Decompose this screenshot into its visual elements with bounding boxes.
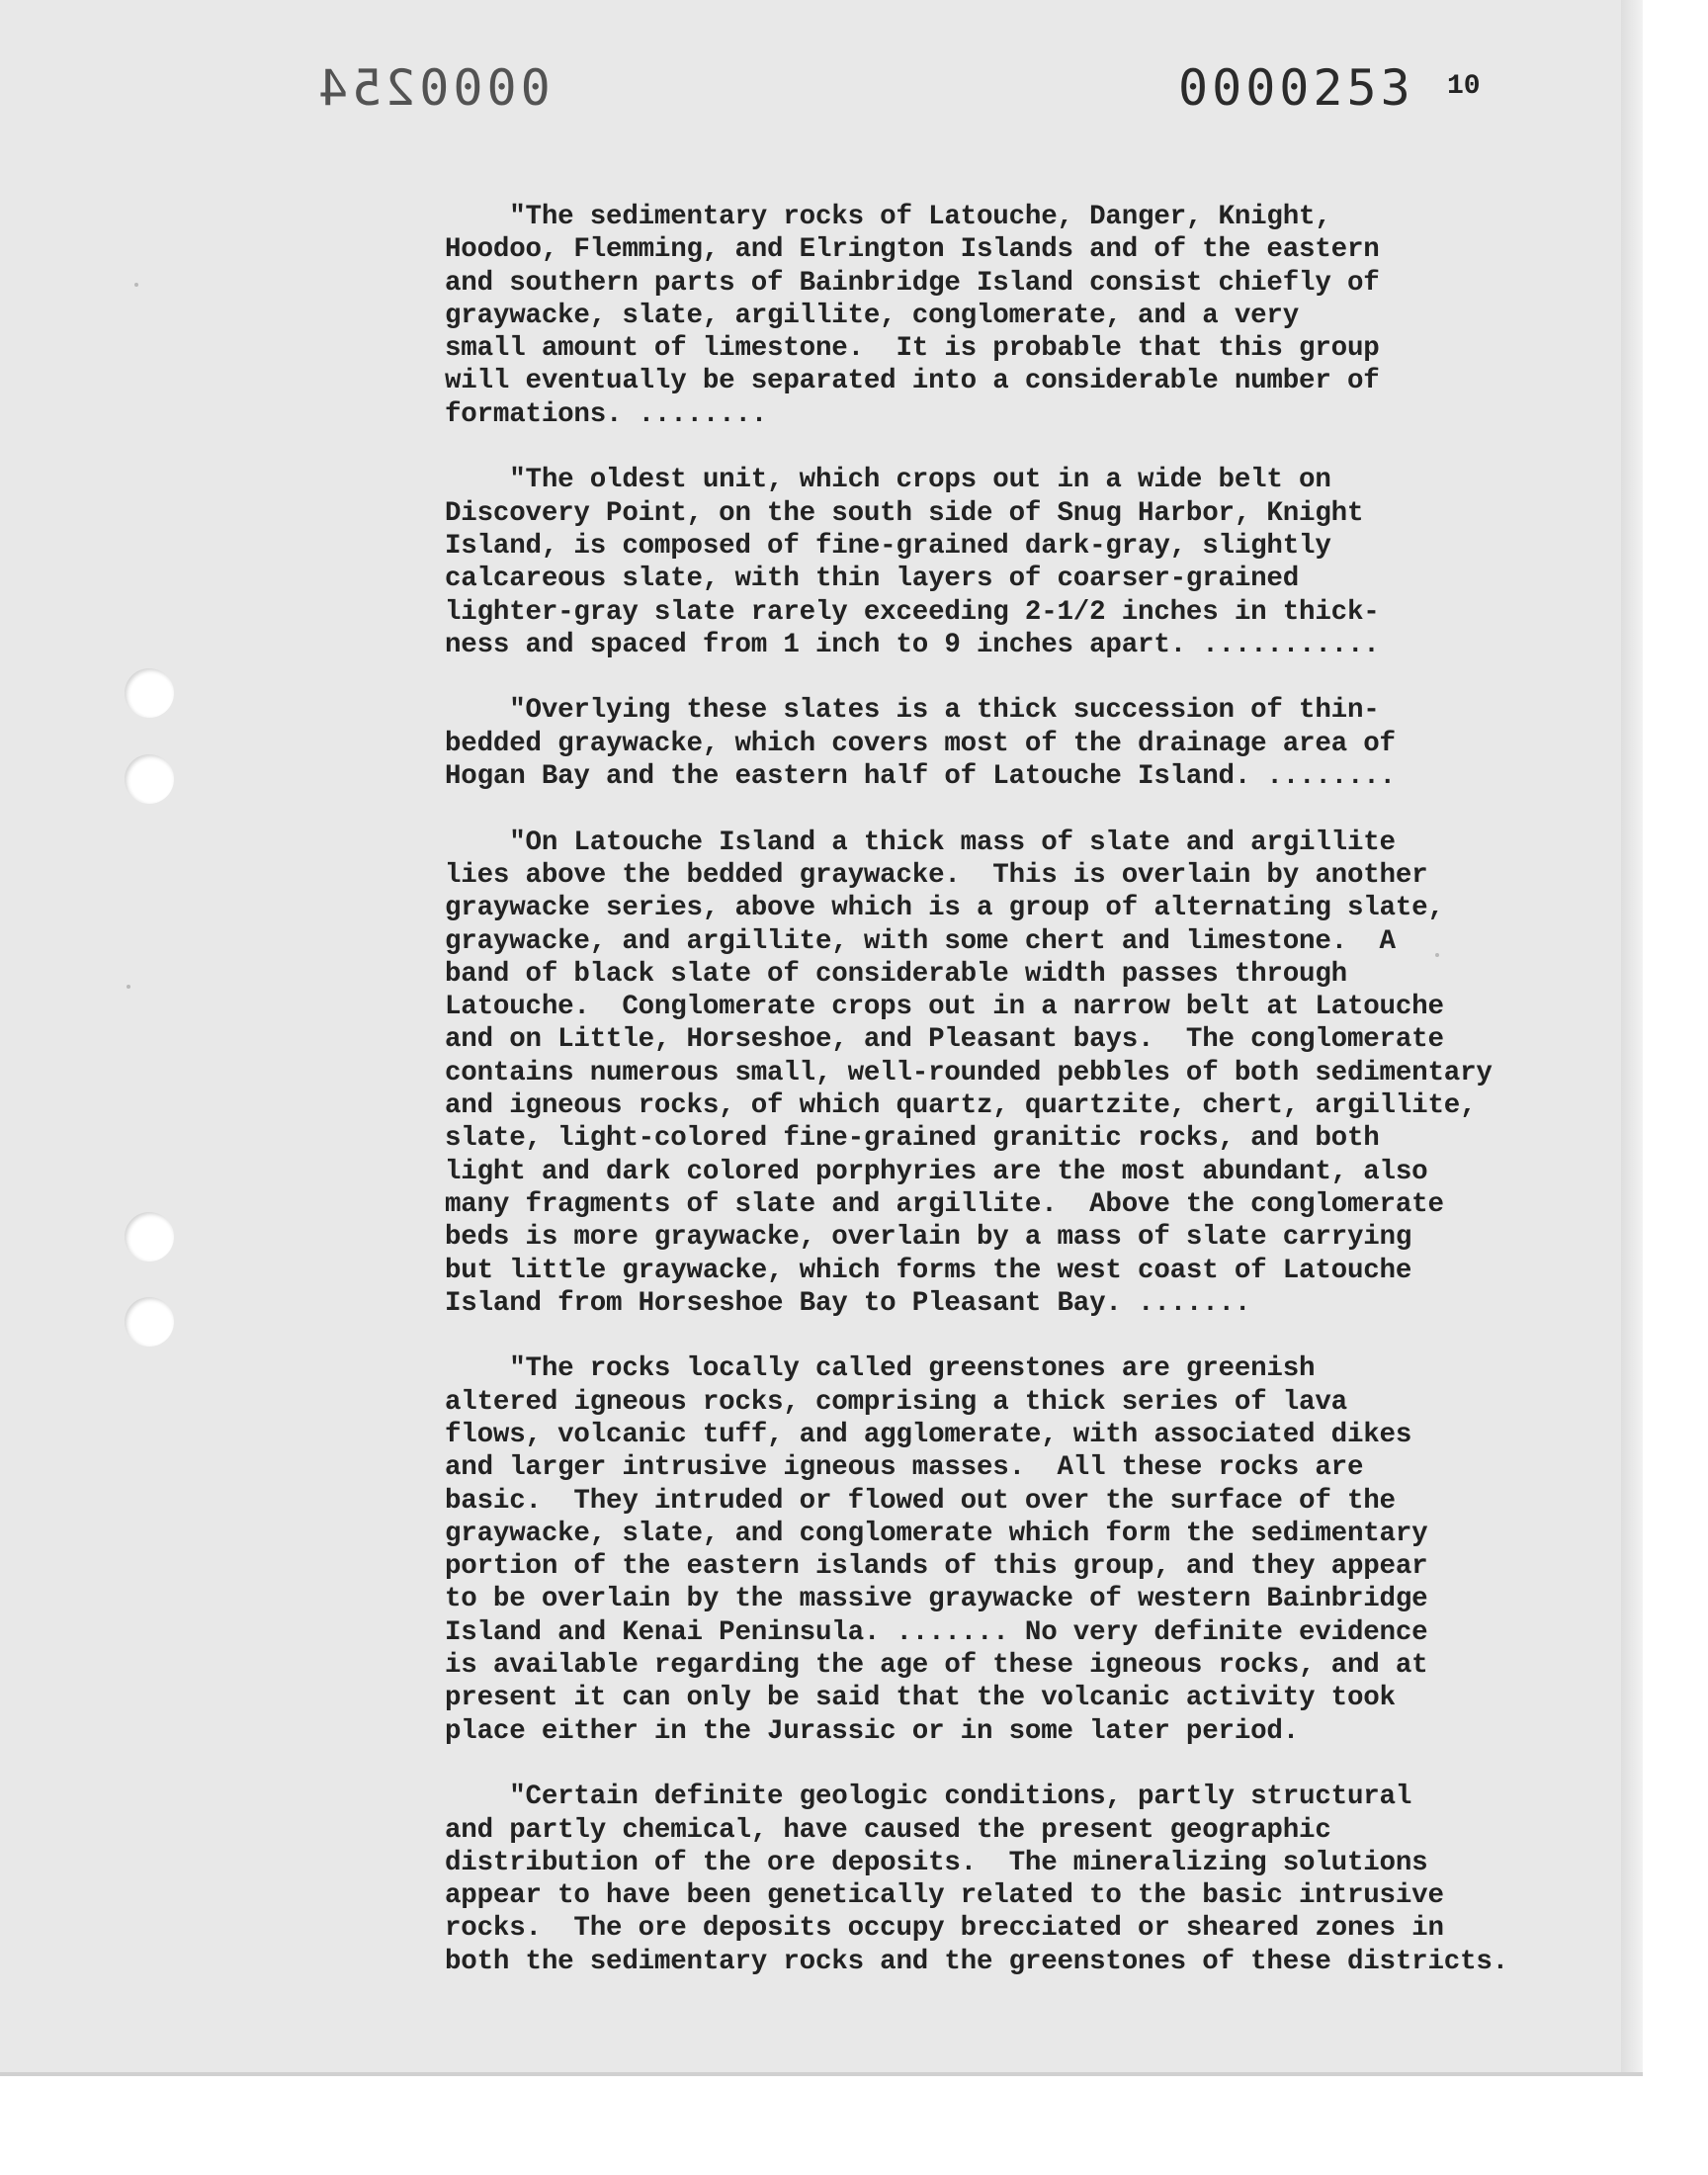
text-line: rocks. The ore deposits occupy brecciated or sheared zones in — [445, 1913, 1444, 1945]
text-line: graywacke, slate, and conglomerate which form the sedimentary — [445, 1518, 1428, 1549]
scan-speck — [127, 985, 130, 989]
text-line: graywacke, and argillite, with some chert and limestone. A — [445, 925, 1396, 957]
scan-speck — [134, 283, 138, 287]
text-line: but little graywacke, which forms the west coast of Latouche — [445, 1255, 1412, 1286]
text-line: present it can only be said that the volcanic activity took — [445, 1683, 1396, 1714]
text-line: "On Latouche Island a thick mass of slate and argillite — [445, 826, 1396, 858]
punch-hole — [125, 668, 174, 718]
punch-hole — [125, 1212, 174, 1262]
text-line: Hogan Bay and the eastern half of Latouche Island. ........ — [445, 761, 1396, 793]
text-line: small amount of limestone. It is probable that this group — [445, 333, 1380, 365]
text-line: and on Little, Horseshoe, and Pleasant bays. The conglomerate — [445, 1024, 1444, 1056]
text-line: and partly chemical, have caused the present geographic — [445, 1814, 1331, 1846]
text-line: band of black slate of considerable width passes through — [445, 958, 1347, 990]
document-number-stamp: 0000253 — [1178, 59, 1414, 117]
text-line: appear to have been genetically related to the basic intrusive — [445, 1880, 1444, 1912]
bleed-through-stamp: 0000254 — [314, 59, 551, 117]
text-line: graywacke, slate, argillite, conglomerate, and a very — [445, 300, 1300, 331]
text-line: to be overlain by the massive graywacke of western Bainbridge — [445, 1584, 1428, 1615]
text-line: both the sedimentary rocks and the greenstones of these districts. — [445, 1946, 1508, 1977]
text-line: is available regarding the age of these igneous rocks, and at — [445, 1650, 1428, 1682]
text-line: many fragments of slate and argillite. Above the conglomerate — [445, 1188, 1444, 1220]
text-line: beds is more graywacke, overlain by a mass of slate carrying — [445, 1222, 1412, 1254]
text-line: "The sedimentary rocks of Latouche, Danger, Knight, — [445, 202, 1331, 232]
text-line: Hoodoo, Flemming, and Elrington Islands and of the eastern — [445, 234, 1380, 266]
text-line: "Certain definite geologic conditions, partly structural — [445, 1782, 1412, 1813]
text-line: Island, is composed of fine-grained dark-gray, slightly — [445, 530, 1331, 562]
text-line: altered igneous rocks, comprising a thick series of lava — [445, 1386, 1347, 1418]
sheet-edge — [1621, 0, 1643, 2072]
text-line: Discovery Point, on the south side of Snug Harbor, Knight — [445, 497, 1364, 529]
paragraph-latouche-island — [445, 826, 1552, 1320]
text-line: "The oldest unit, which crops out in a wide belt on — [445, 465, 1331, 496]
text-line: lighter-gray slate rarely exceeding 2-1/2 inches in thick- — [445, 596, 1380, 628]
page-number: 10 — [1447, 71, 1481, 102]
text-line: Latouche. Conglomerate crops out in a narrow belt at Latouche — [445, 992, 1444, 1023]
text-line: calcareous slate, with thin layers of coarser-grained — [445, 564, 1300, 595]
text-line: place either in the Jurassic or in some later period. — [445, 1715, 1300, 1747]
text-line: Island from Horseshoe Bay to Pleasant Bay. ....... — [445, 1287, 1251, 1319]
text-line: bedded graywacke, which covers most of the drainage area of — [445, 728, 1396, 759]
paragraph-greenstones — [445, 1352, 1552, 1748]
text-line: and igneous rocks, of which quartz, quartzite, chert, argillite, — [445, 1090, 1477, 1122]
typed-body-text — [445, 201, 1552, 1978]
text-line: formations. ........ — [445, 398, 768, 430]
sheet-edge — [0, 2072, 1643, 2076]
text-line: basic. They intruded or flowed out over the surface of the — [445, 1485, 1396, 1517]
paragraph-overlying-slates — [445, 694, 1552, 793]
paragraph-sedimentary-rocks — [445, 201, 1552, 431]
text-line: light and dark colored porphyries are the most abundant, also — [445, 1156, 1428, 1187]
paragraph-geologic-conditions — [445, 1781, 1552, 1978]
text-line: will eventually be separated into a considerable number of — [445, 366, 1380, 397]
text-line: distribution of the ore deposits. The mineralizing solutions — [445, 1847, 1428, 1878]
text-line: ness and spaced from 1 inch to 9 inches apart. ........... — [445, 629, 1380, 660]
text-line: flows, volcanic tuff, and agglomerate, with associated dikes — [445, 1419, 1412, 1450]
text-line: portion of the eastern islands of this group, and they appear — [445, 1551, 1428, 1583]
paragraph-oldest-unit — [445, 464, 1552, 661]
text-line: and larger intrusive igneous masses. All these rocks are — [445, 1452, 1364, 1484]
text-line: Island and Kenai Peninsula. ....... No very definite evidence — [445, 1616, 1428, 1648]
text-line: "The rocks locally called greenstones are greenish — [445, 1353, 1316, 1385]
text-line: "Overlying these slates is a thick succession of thin- — [445, 695, 1380, 727]
punch-hole — [125, 1297, 174, 1347]
punch-hole — [125, 754, 174, 804]
text-line: slate, light-colored fine-grained granitic rocks, and both — [445, 1123, 1380, 1155]
text-line: and southern parts of Bainbridge Island consist chiefly of — [445, 267, 1380, 299]
text-line: lies above the bedded graywacke. This is overlain by another — [445, 859, 1428, 891]
text-line: graywacke series, above which is a group of alternating slate, — [445, 893, 1444, 924]
text-line: contains numerous small, well-rounded pebbles of both sedimentary — [445, 1057, 1493, 1088]
